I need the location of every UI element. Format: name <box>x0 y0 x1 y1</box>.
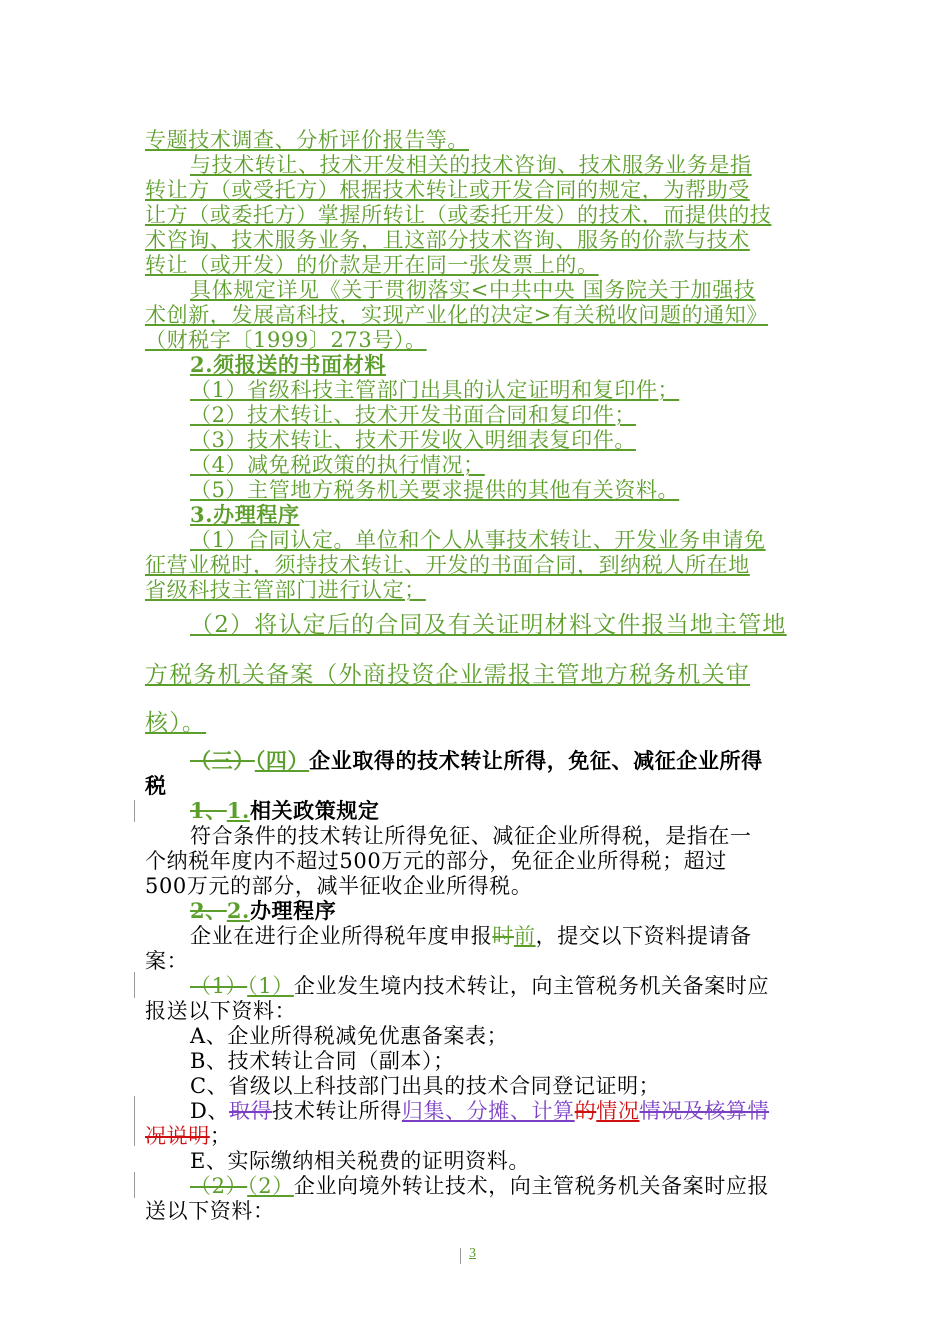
text-line: 专题技术调查、分析评价报告等。 <box>145 128 469 152</box>
footer-divider <box>460 1248 461 1264</box>
inserted-text: （四） <box>254 748 310 773</box>
text-line <box>190 973 810 999</box>
text-line <box>145 1123 810 1149</box>
text-line: 符合条件的技术转让所得免征、减征企业所得税，是指在一 <box>190 824 752 848</box>
text-span: ； <box>209 1124 232 1148</box>
change-bar <box>134 800 135 822</box>
list-item: C、省级以上科技部门出具的技术合同登记证明； <box>190 1074 661 1098</box>
list-item: E、实际缴纳相关税费的证明资料。 <box>190 1149 530 1173</box>
change-bar <box>134 972 135 998</box>
section-heading <box>190 898 810 924</box>
deleted-text: 的 <box>574 1099 597 1123</box>
heading-text: 企业取得的技术转让所得，免征、减征企业所得 <box>309 748 763 773</box>
section-heading <box>190 748 810 774</box>
inserted-text: （2） <box>247 1174 294 1198</box>
section-heading: 税 <box>145 773 167 798</box>
heading-text: 办理程序 <box>249 898 337 923</box>
text-span: D、 <box>190 1099 230 1123</box>
list-item: （5）主管地方税务机关要求提供的其他有关资料。 <box>190 478 680 502</box>
deleted-text: 1、 <box>190 798 227 823</box>
deleted-text: 情况及核算情 <box>639 1099 770 1123</box>
inserted-text: 归集、分摊、计算 <box>401 1099 575 1123</box>
inserted-text: 情况 <box>596 1099 640 1123</box>
list-item: （3）技术转让、技术开发收入明细表复印件。 <box>190 428 636 452</box>
deleted-text: 取得 <box>229 1099 273 1123</box>
list-item: （4）减免税政策的执行情况； <box>190 453 485 477</box>
list-item: A、企业所得税减免优惠备案表； <box>190 1024 509 1048</box>
text-line: 术咨询、技术服务业务，且这部分技术咨询、服务的价款与技术 <box>145 228 750 252</box>
list-item: （1）省级科技主管部门出具的认定证明和复印件； <box>190 378 680 402</box>
text-line <box>190 923 810 949</box>
text-line: （财税字〔1999〕273号）。 <box>145 328 427 352</box>
deleted-text: （2） <box>190 1174 248 1198</box>
list-item: B、技术转让合同（副本）； <box>190 1049 455 1073</box>
inserted-text: （1） <box>247 974 294 998</box>
list-item <box>190 1098 810 1124</box>
deleted-text: 2、 <box>190 898 227 923</box>
text-line: 方税务机关备案（外商投资企业需报主管地方税务机关审 <box>145 662 750 688</box>
text-line: （1）合同认定。单位和个人从事技术转让、开发业务申请免 <box>190 528 766 552</box>
text-span: 企业发生境内技术转让，向主管税务机关备案时应 <box>293 974 770 998</box>
inserted-text: 2. <box>226 898 250 923</box>
text-line: 具体规定详见《关于贯彻落实<中共中央 国务院关于加强技 <box>190 278 756 302</box>
text-line: 案： <box>145 949 189 973</box>
text-line: 核）。 <box>145 710 207 736</box>
list-item: （2）技术转让、技术开发书面合同和复印件； <box>190 403 636 427</box>
inserted-text: 前 <box>514 924 536 948</box>
change-bar <box>134 1096 135 1146</box>
text-line <box>190 1173 810 1199</box>
heading-text: 相关政策规定 <box>249 798 380 823</box>
text-span: 技术转让所得 <box>272 1099 402 1123</box>
page-number: 3 <box>469 1246 476 1261</box>
inserted-text: 1. <box>226 798 250 823</box>
text-line: 与技术转让、技术开发相关的技术咨询、技术服务业务是指 <box>190 153 752 177</box>
section-heading: 3.办理程序 <box>190 502 300 527</box>
text-span: 企业在进行企业所得税年度申报 <box>190 924 493 948</box>
section-heading: 2.须报送的书面材料 <box>190 352 386 377</box>
text-span: 企业向境外转让技术，向主管税务机关备案时应报 <box>293 1174 770 1198</box>
text-span: ，提交以下资料提请备 <box>535 924 752 948</box>
text-line: 让方（或委托方）掌握所转让（或委托开发）的技术，而提供的技 <box>145 203 772 227</box>
text-line: 转让方（或受托方）根据技术转让或开发合同的规定，为帮助受 <box>145 178 750 202</box>
text-line: 个纳税年度内不超过500万元的部分，免征企业所得税；超过 <box>145 849 727 873</box>
deleted-text: 况说明 <box>145 1124 210 1148</box>
deleted-text: （三） <box>190 748 255 773</box>
deleted-text: 时 <box>492 924 515 948</box>
change-bar <box>134 1172 135 1198</box>
text-line: 送以下资料： <box>145 1199 275 1223</box>
text-line: 征营业税时，须持技术转让、开发的书面合同，到纳税人所在地 <box>145 553 750 577</box>
text-line: 转让（或开发）的价款是开在同一张发票上的。 <box>145 253 599 277</box>
deleted-text: （1） <box>190 974 248 998</box>
text-line: 500万元的部分，减半征收企业所得税。 <box>145 874 533 898</box>
text-line: 报送以下资料： <box>145 999 297 1023</box>
text-line: 省级科技主管部门进行认定； <box>145 578 426 602</box>
text-line: 术创新，发展高科技，实现产业化的决定>有关税收问题的通知》 <box>145 303 768 327</box>
section-heading <box>190 798 810 824</box>
text-line: （2）将认定后的合同及有关证明材料文件报当地主管地 <box>190 612 787 638</box>
